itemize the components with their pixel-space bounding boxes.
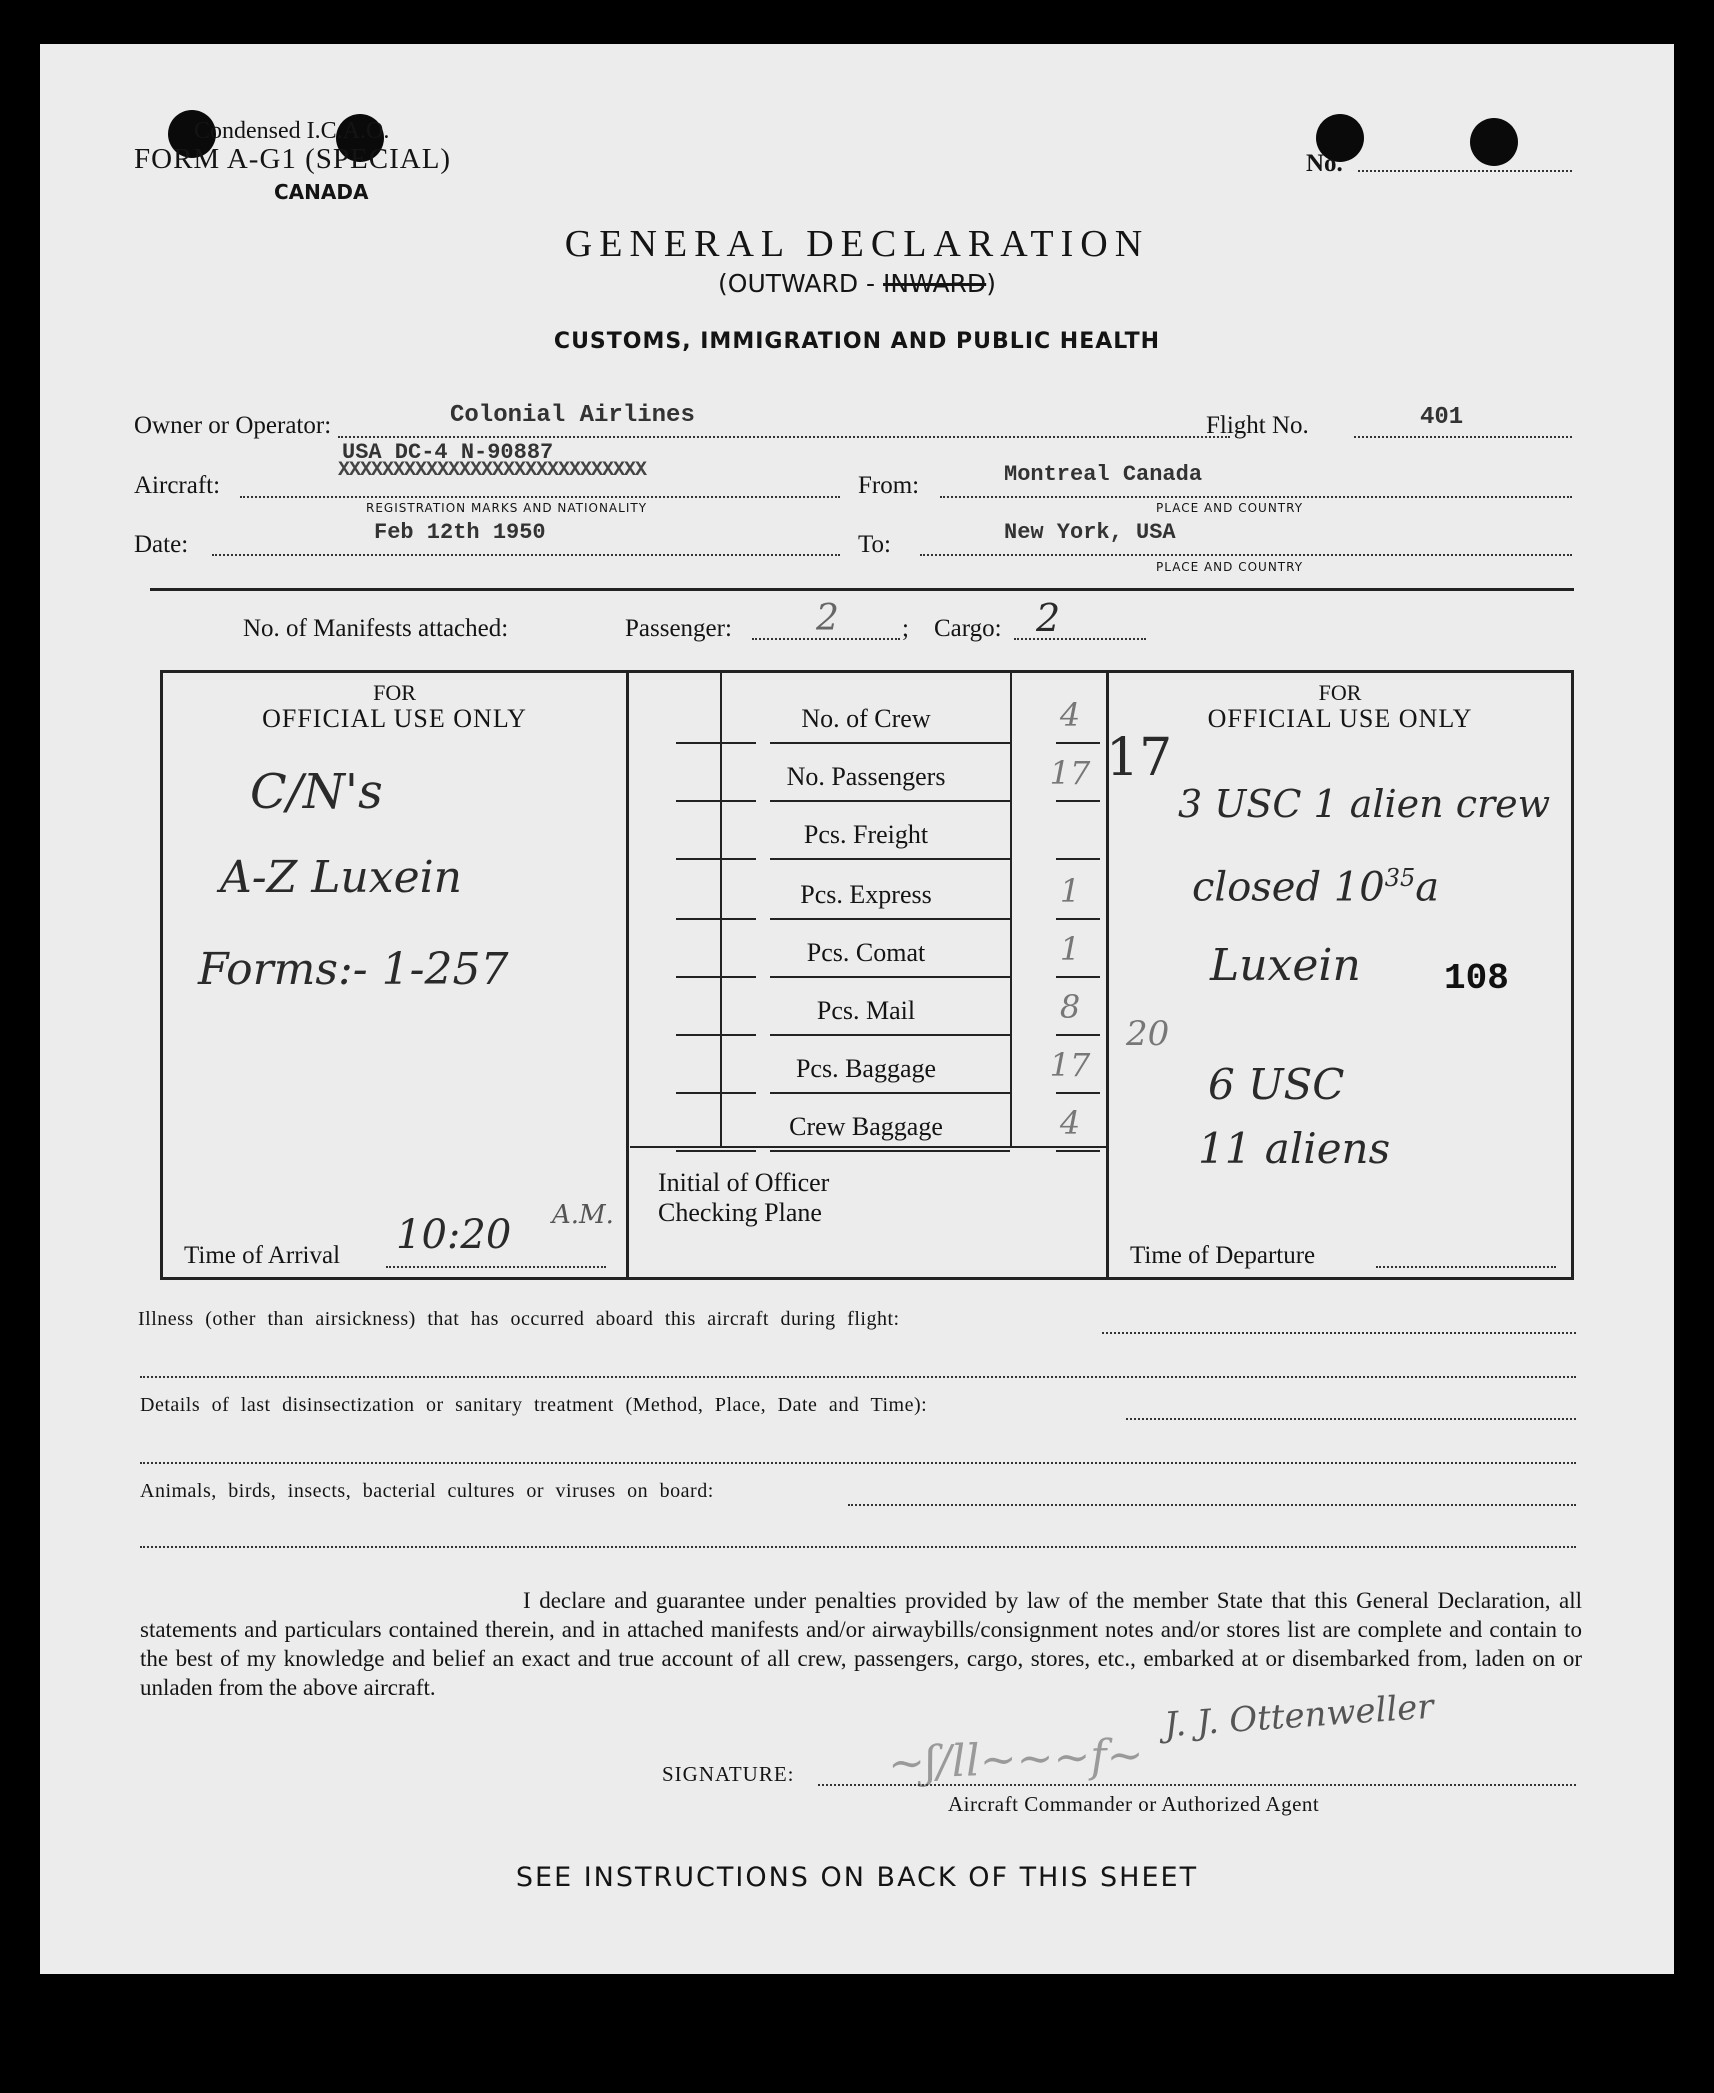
- signature-ink-faint: ~ʃ/ll~~~f~: [887, 1729, 1145, 1790]
- check-row-line: [676, 918, 756, 920]
- illness-field: [1102, 1332, 1576, 1334]
- aircraft-label: Aircraft:: [134, 472, 221, 499]
- date-value: Feb 12th 1950: [374, 520, 546, 545]
- count-row-line: [770, 1150, 1010, 1152]
- count-value-line: [1056, 1150, 1100, 1152]
- stamp-number: 108: [1444, 958, 1509, 999]
- right-note-usc-crew: 3 USC 1 alien crew: [1178, 782, 1551, 826]
- right-note-aliens: 11 aliens: [1198, 1124, 1391, 1173]
- check-row-line: [676, 1092, 756, 1094]
- arrival-suffix: A.M.: [552, 1200, 614, 1230]
- to-value: New York, USA: [1004, 520, 1176, 545]
- table-count-column: [1010, 670, 1012, 1146]
- arrival-value: 10:20: [396, 1212, 512, 1258]
- check-row-line: [676, 858, 756, 860]
- owner-field: [338, 436, 1230, 438]
- count-value-line: [1056, 976, 1100, 978]
- count-row-label: No. Passengers: [786, 762, 946, 791]
- divider-line: [150, 588, 1574, 591]
- form-condensed-label: Condensed I.C.A.O.: [194, 118, 390, 144]
- arrival-label: Time of Arrival: [184, 1242, 341, 1269]
- table-divider-left: [626, 670, 629, 1280]
- disinsect-field-line2: [140, 1462, 1576, 1464]
- signature-ink: J. J. Ottenweller: [1162, 1686, 1435, 1746]
- signer-caption: Aircraft Commander or Authorized Agent: [948, 1792, 1320, 1816]
- illness-field-line2: [140, 1376, 1576, 1378]
- count-row-value: 17: [1049, 754, 1091, 792]
- flight-label: Flight No.: [1206, 412, 1309, 439]
- to-caption: PLACE AND COUNTRY: [1156, 560, 1304, 574]
- baggage-extra: 20: [1126, 1014, 1170, 1054]
- aircraft-caption: REGISTRATION MARKS AND NATIONALITY: [366, 501, 648, 515]
- aircraft-strikeout: XXXXXXXXXXXXXXXXXXXXXXXXXXXX: [338, 459, 647, 482]
- doc-number-label: No.: [1306, 150, 1343, 177]
- count-value-line: [1056, 858, 1100, 860]
- table-right-border: [1571, 670, 1574, 1280]
- from-field: [940, 496, 1572, 498]
- footer-instructions: SEE INSTRUCTIONS ON BACK OF THIS SHEET: [515, 1862, 1199, 1893]
- form-country: CANADA: [274, 180, 369, 204]
- page-subtitle-direction: (OUTWARD - INWARD): [718, 269, 996, 298]
- check-row-line: [676, 976, 756, 978]
- count-row-value: 4: [1059, 696, 1081, 734]
- count-row-line: [770, 918, 1010, 920]
- check-row-line: [676, 1034, 756, 1036]
- manifests-cargo-label: Cargo:: [934, 615, 1002, 642]
- manifests-cargo-field: [1014, 638, 1146, 640]
- disinsect-field: [1126, 1418, 1576, 1420]
- departure-label: Time of Departure: [1130, 1242, 1316, 1269]
- count-row-label: Pcs. Freight: [803, 820, 929, 849]
- manifests-label: No. of Manifests attached:: [243, 615, 509, 642]
- count-row-line: [770, 1034, 1010, 1036]
- count-value-line: [1056, 1034, 1100, 1036]
- count-row-line: [770, 1092, 1010, 1094]
- count-row-value: 4: [1059, 1104, 1081, 1142]
- punch-hole: [1470, 118, 1518, 166]
- to-field: [920, 554, 1572, 556]
- count-value-line: [1056, 742, 1100, 744]
- count-row-value: 17: [1049, 1046, 1091, 1084]
- left-note-forms: Forms:- 1-257: [198, 944, 509, 995]
- count-row-value: 1: [1059, 872, 1081, 910]
- manifests-separator: ;: [902, 615, 909, 642]
- table-left-border: [160, 670, 163, 1280]
- date-field: [212, 554, 840, 556]
- count-row-label: Crew Baggage: [789, 1112, 943, 1141]
- left-note-cn: C/N's: [250, 764, 383, 820]
- count-value-line: [1056, 800, 1100, 802]
- left-official-heading: OFFICIAL USE ONLY: [262, 704, 527, 733]
- signature-field: [818, 1784, 1576, 1786]
- from-caption: PLACE AND COUNTRY: [1156, 501, 1304, 515]
- count-row-line: [770, 800, 1010, 802]
- animals-field: [848, 1504, 1576, 1506]
- left-official-for: FOR: [373, 680, 416, 705]
- page-title: GENERAL DECLARATION: [564, 223, 1150, 265]
- form-number: FORM A-G1 (SPECIAL): [134, 143, 452, 175]
- flight-value: 401: [1420, 404, 1464, 431]
- flight-field: [1354, 436, 1572, 438]
- page-subtitle: CUSTOMS, IMMIGRATION AND PUBLIC HEALTH: [553, 329, 1161, 354]
- from-label: From:: [858, 472, 920, 499]
- left-note-az: A-Z Luxein: [220, 852, 463, 903]
- officer-label-2: Checking Plane: [658, 1198, 822, 1227]
- count-row-value: 1: [1059, 930, 1081, 968]
- count-row-value: 8: [1059, 988, 1081, 1026]
- count-row-label: Pcs. Mail: [816, 996, 916, 1025]
- right-official-heading: OFFICIAL USE ONLY: [1207, 704, 1473, 733]
- right-note-6usc: 6 USC: [1208, 1060, 1345, 1109]
- right-note-closed: closed $10^{35}a$: [1192, 864, 1440, 911]
- arrival-field: [386, 1266, 606, 1268]
- departure-field: [1376, 1266, 1556, 1268]
- to-label: To:: [858, 531, 891, 558]
- count-row-line: [770, 858, 1010, 860]
- aircraft-value: USA DC-4 N-90887: [342, 440, 554, 465]
- signature-label: SIGNATURE:: [662, 1762, 795, 1786]
- owner-label: Owner or Operator:: [134, 412, 332, 439]
- manifests-passenger-value: 2: [816, 598, 839, 639]
- animals-field-line2: [140, 1546, 1576, 1548]
- check-row-line: [676, 1150, 756, 1152]
- doc-number-field: [1358, 170, 1572, 172]
- declaration-text: I declare and guarantee under penalties provided by law of the member State that this General Declaration, all statements and particulars contained therein, and in attached manifests and/or airwaybills/consignment notes and/or stores list are complete and contain to the best of my knowledge and belief an exact and true account of all crew, passengers, cargo, stores, etc., embarked at or disembarked from, laden on or unladen from the above aircraft.: [140, 1588, 1582, 1700]
- table-top-border: [160, 670, 1574, 673]
- manifests-passenger-label: Passenger:: [625, 615, 732, 642]
- count-row-line: [770, 742, 1010, 744]
- count-row-label: Pcs. Baggage: [795, 1054, 937, 1083]
- illness-label: Illness (other than airsickness) that has occurred aboard this aircraft during flight:: [138, 1308, 900, 1330]
- owner-value: Colonial Airlines: [450, 402, 695, 429]
- passenger-total: 17: [1106, 728, 1173, 788]
- check-row-line: [676, 800, 756, 802]
- disinsect-label: Details of last disinsectization or sanitary treatment (Method, Place, Date and Time):: [140, 1394, 928, 1416]
- animals-label: Animals, birds, insects, bacterial cultures or viruses on board:: [140, 1480, 714, 1502]
- table-count-bottom: [630, 1146, 1106, 1148]
- document-sheet: [40, 44, 1674, 1974]
- count-value-line: [1056, 1092, 1100, 1094]
- manifests-cargo-value: 2: [1036, 596, 1061, 640]
- right-official-for: FOR: [1318, 680, 1362, 705]
- count-value-line: [1056, 918, 1100, 920]
- check-row-line: [676, 742, 756, 744]
- right-note-luxein: Luxein: [1210, 940, 1361, 991]
- count-row-line: [770, 976, 1010, 978]
- count-row-label: Pcs. Comat: [806, 938, 926, 967]
- aircraft-field: [240, 496, 840, 498]
- officer-label-1: Initial of Officer: [658, 1168, 830, 1197]
- count-row-label: Pcs. Express: [800, 880, 932, 909]
- from-value: Montreal Canada: [1004, 462, 1203, 487]
- table-bottom-border: [160, 1277, 1574, 1280]
- count-row-label: No. of Crew: [801, 704, 931, 733]
- date-label: Date:: [134, 531, 189, 558]
